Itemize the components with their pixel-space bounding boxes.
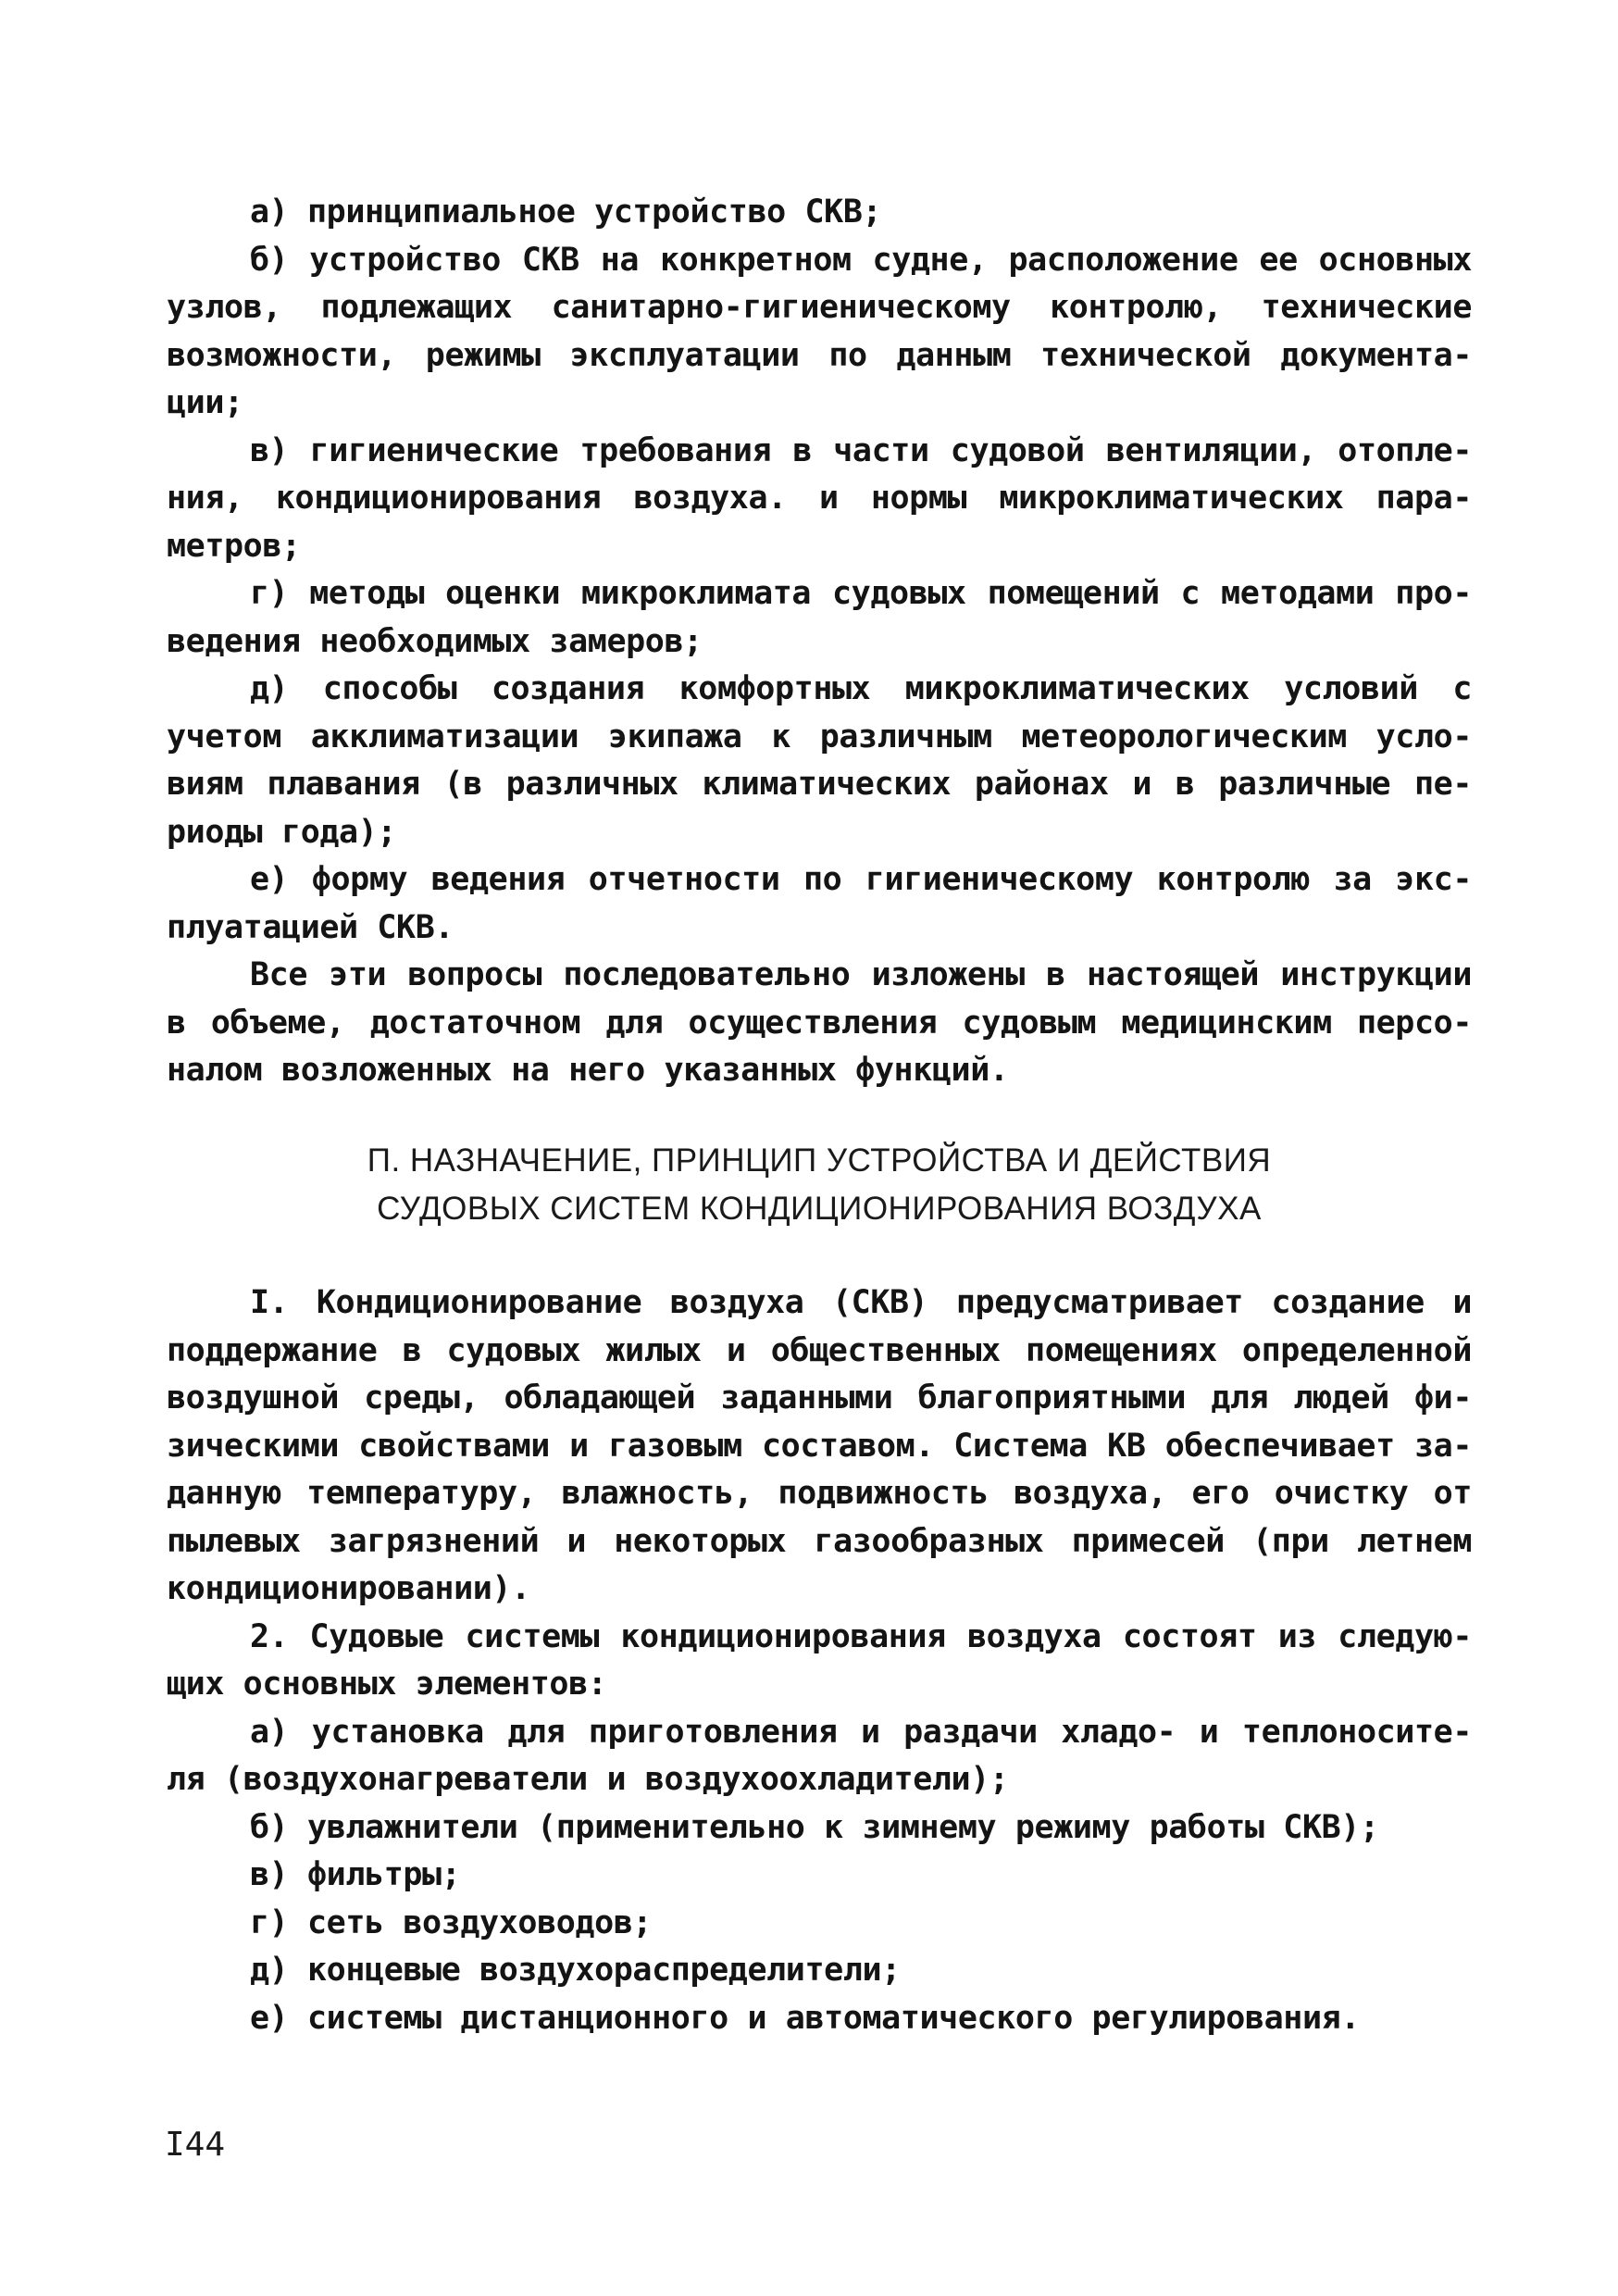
- section-heading: [167, 1137, 1472, 1233]
- section-heading-line-2: СУДОВЫХ СИСТЕМ КОНДИЦИОНИРОВАНИЯ ВОЗДУХА: [377, 1191, 1262, 1227]
- text-line: учетом акклиматизации экипажа к различным метеорологическим усло-: [167, 718, 1472, 755]
- text-line: ции;: [167, 384, 243, 421]
- text-line: в) гигиенические требования в части судовой вентиляции, отопле-: [250, 431, 1472, 469]
- text-line: ния, кондиционирования воздуха. и нормы микроклиматических пара-: [167, 480, 1472, 517]
- text-line: е) системы дистанционного и автоматического регулирования.: [250, 1999, 1360, 2037]
- text-line: риоды года);: [167, 813, 397, 851]
- text-line: щих основных элементов:: [167, 1666, 607, 1703]
- text-line: поддержание в судовых жилых и общественных помещениях определенной: [167, 1331, 1472, 1369]
- text-line: ля (воздухонагреватели и воздухоохладители);: [167, 1761, 1009, 1798]
- text-line: налом возложенных на него указанных функций.: [167, 1052, 1009, 1089]
- text-line: возможности, режимы эксплуатации по данным технической документа-: [167, 336, 1472, 374]
- text-line: б) увлажнители (применительно к зимнему режиму работы СКВ);: [250, 1808, 1379, 1846]
- text-line: в) фильтры;: [250, 1856, 461, 1893]
- section-heading-line-1: П. НАЗНАЧЕНИЕ, ПРИНЦИП УСТРОЙСТВА И ДЕЙСТВИЯ: [367, 1142, 1272, 1179]
- text-line: Все эти вопросы последовательно изложены в настоящей инструкции: [250, 956, 1472, 993]
- text-line: в объеме, достаточном для осуществления судовым медицинским персо-: [167, 1004, 1472, 1042]
- text-line: виям плавания (в различных климатических районах и в различные пе-: [167, 766, 1472, 803]
- text-line: воздушной среды, обладающей заданными благоприятными для людей фи-: [167, 1379, 1472, 1416]
- text-block-section-body: [167, 1279, 1472, 2042]
- text-line: кондиционировании).: [167, 1570, 530, 1607]
- text-line: данную температуру, влажность, подвижность воздуха, его очистку от: [167, 1475, 1472, 1512]
- text-line: узлов, подлежащих санитарно-гигиеническому контролю, технические: [167, 289, 1472, 326]
- text-line: д) способы создания комфортных микроклиматических условий с: [250, 670, 1472, 707]
- text-line: зическими свойствами и газовым составом. Система КВ обеспечивает за-: [167, 1427, 1472, 1465]
- text-line: ведения необходимых замеров;: [167, 622, 703, 660]
- text-line: I. Кондиционирование воздуха (СКВ) предусматривает создание и: [250, 1284, 1472, 1321]
- text-line: е) форму ведения отчетности по гигиеническому контролю за экс-: [250, 861, 1472, 898]
- text-line: пылевых загрязнений и некоторых газообразных примесей (при летнем: [167, 1522, 1472, 1560]
- text-line: а) установка для приготовления и раздачи хладо- и теплоносите-: [250, 1713, 1472, 1751]
- text-line: плуатацией СКВ.: [167, 908, 454, 946]
- text-line: г) сеть воздуховодов;: [250, 1903, 653, 1941]
- text-line: д) концевые воздухораспределители;: [250, 1952, 901, 1989]
- text-block-list-topics: [167, 189, 1472, 1095]
- text-line: метров;: [167, 527, 301, 565]
- text-line: б) устройство СКВ на конкретном судне, расположение ее основных: [250, 241, 1472, 279]
- text-line: а) принципиальное устройство СКВ;: [250, 193, 882, 231]
- page-number: I44: [165, 2126, 226, 2164]
- text-line: г) методы оценки микроклимата судовых помещений с методами про-: [250, 575, 1472, 612]
- text-line: 2. Судовые системы кондиционирования воздуха состоят из следую-: [250, 1617, 1472, 1655]
